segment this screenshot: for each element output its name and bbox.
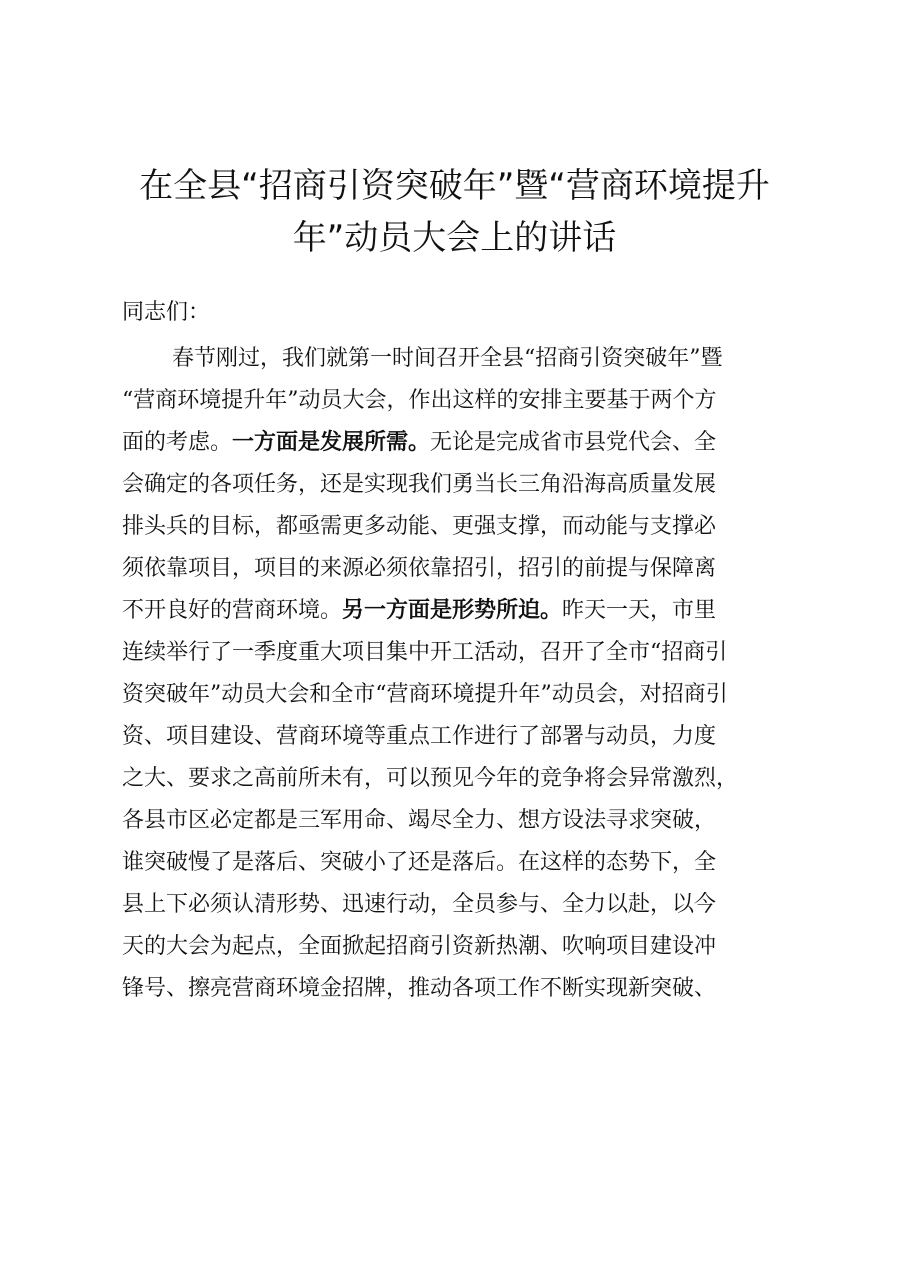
body-line-5: 排头兵的目标，都亟需更多动能、更强支撑，而动能与支撑必 <box>122 514 717 539</box>
body-line-13: 谁突破慢了是落后、突破小了还是落后。在这样的态势下，全 <box>122 850 717 875</box>
body-line-8: 连续举行了一季度重大项目集中开工活动，召开了全市“招商引 <box>122 640 728 665</box>
body-text-segment: 无论是完成省市县党代会、全 <box>430 430 717 455</box>
body-line-14: 县上下必须认清形势、迅速行动，全员参与、全力以赴，以今 <box>122 892 717 917</box>
body-line-2: “营商环境提升年”动员大会，作出这样的安排主要基于两个方 <box>122 388 717 413</box>
body-line-9: 资突破年”动员大会和全市“营商环境提升年”动员会，对招商引 <box>122 682 728 707</box>
emphasis-heading-2: 另一方面是形势所迫。 <box>342 598 563 623</box>
body-line-3 <box>122 422 792 464</box>
body-text-segment: 昨天一天，市里 <box>562 598 717 623</box>
title-line-1: 在全县“招商引资突破年”暨“营商环境提升 <box>139 166 770 206</box>
emphasis-heading-1: 一方面是发展所需。 <box>232 430 431 455</box>
body-text-segment: 面的考虑。 <box>122 430 233 455</box>
body-line-16: 锋号、擦亮营商环境金招牌，推动各项工作不断实现新突破、 <box>122 976 717 1001</box>
body-line-6: 须依靠项目，项目的来源必须依靠招引，招引的前提与保障离 <box>122 556 717 581</box>
body-line-7 <box>122 590 792 632</box>
body-text-segment: 不开良好的营商环境。 <box>122 598 343 623</box>
body-line-4: 会确定的各项任务，还是实现我们勇当长三角沿海高质量发展 <box>122 472 717 497</box>
body-paragraph <box>122 338 792 1010</box>
body-line-12: 各县市区必定都是三军用命、竭尽全力、想方设法寻求突破， <box>122 808 717 833</box>
body-line-10: 资、项目建设、营商环境等重点工作进行了部署与动员，力度 <box>122 724 717 749</box>
body-line-1: 春节刚过，我们就第一时间召开全县“招商引资突破年”暨 <box>172 346 723 371</box>
title-line-2: 年”动员大会上的讲话 <box>292 218 617 258</box>
body-line-15: 天的大会为起点，全面掀起招商引资新热潮、吹响项目建设冲 <box>122 934 717 959</box>
document-title <box>110 160 799 264</box>
salutation: 同志们： <box>122 300 211 325</box>
body-line-11: 之大、要求之高前所未有，可以预见今年的竞争将会异常激烈， <box>122 766 739 791</box>
